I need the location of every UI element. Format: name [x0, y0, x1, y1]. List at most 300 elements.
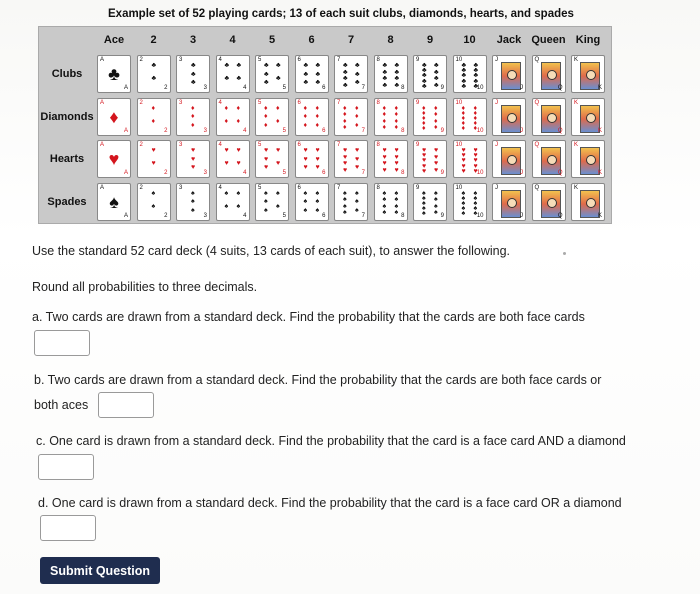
- column-header: Queen: [531, 34, 566, 46]
- suit-pip-icon: ♠: [382, 209, 387, 216]
- suit-pip-icon: ♣: [461, 67, 467, 75]
- suit-pip-icon: ♥: [434, 147, 439, 154]
- suit-pip-icon: ♣: [422, 62, 427, 69]
- suit-pip-icon: ♠: [422, 210, 426, 218]
- suit-pip-icon: ♥: [151, 147, 156, 154]
- suit-pip-icon: ♠: [382, 202, 387, 210]
- card-corner-index: 4: [243, 212, 247, 219]
- playing-card: [176, 183, 210, 221]
- suit-pip-icon: ♠: [473, 189, 478, 197]
- suit-pip-icon: ♦: [276, 117, 280, 125]
- card-corner-index: 3: [179, 99, 183, 106]
- playing-card: [334, 98, 368, 136]
- suit-pip-icon: ♥: [303, 155, 308, 163]
- suit-pip-icon: ♣: [224, 62, 230, 69]
- submit-question-button[interactable]: Submit Question: [40, 557, 160, 584]
- suit-pip-icon: ♦: [461, 114, 466, 122]
- playing-card: [532, 140, 566, 178]
- column-header: 6: [308, 34, 315, 46]
- card-corner-index: A: [100, 142, 105, 148]
- card-corner-index: 2: [139, 184, 143, 191]
- card-corner-index: 3: [179, 184, 183, 191]
- question-b-text-line-1: b. Two cards are drawn from a standard deck. Find the probability that the cards are both face cards or: [34, 373, 602, 387]
- suit-pip-icon: ♠: [315, 189, 320, 197]
- suit-pip-icon: ♦: [422, 114, 426, 122]
- card-corner-index: 6: [322, 170, 326, 176]
- suit-pip-icon: ♦: [355, 113, 359, 121]
- suit-pip-icon: ♠: [303, 198, 308, 206]
- card-corner-index: 8: [376, 142, 380, 148]
- suit-pip-icon: ♦: [394, 104, 399, 112]
- card-corner-index: K: [574, 57, 579, 63]
- card-corner-index: 4: [218, 184, 222, 191]
- playing-card: [492, 183, 526, 221]
- suit-pip-icon: ♠: [343, 196, 347, 203]
- card-corner-index: 5: [282, 85, 286, 91]
- suit-pip-icon: ♠: [191, 198, 195, 206]
- suit-pip-icon: ♦: [224, 104, 229, 112]
- playing-card: [216, 140, 250, 178]
- suit-pip-icon: ♠: [343, 209, 347, 216]
- card-corner-index: 10: [455, 184, 463, 191]
- card-corner-index: 9: [440, 127, 444, 134]
- card-corner-index: K: [597, 212, 602, 219]
- suit-pip-icon: ♦: [394, 111, 399, 118]
- suit-pip-icon: ♠: [461, 205, 466, 213]
- face-card-art-icon: [501, 62, 521, 90]
- card-corner-index: A: [100, 57, 105, 63]
- playing-card: [97, 98, 131, 136]
- suit-pip-icon: ♣: [343, 81, 348, 89]
- suit-pip-icon: ♥: [315, 147, 320, 154]
- playing-card: [334, 140, 368, 178]
- answer-c-input[interactable]: [38, 454, 94, 480]
- suit-pip-icon: ♦: [315, 121, 320, 129]
- card-corner-index: 3: [179, 57, 183, 63]
- suit-pip-icon: ♠: [264, 189, 268, 197]
- question-a-text: a. Two cards are drawn from a standard deck. Find the probability that the cards are both face cards: [32, 310, 585, 324]
- card-corner-index: K: [574, 184, 579, 191]
- card-corner-index: 7: [361, 127, 365, 134]
- card-corner-index: 5: [258, 184, 262, 191]
- suit-icon: ♣: [108, 64, 120, 84]
- column-header: 2: [150, 34, 157, 46]
- suit-pip-icon: ♠: [422, 205, 426, 213]
- playing-card: [532, 55, 566, 93]
- playing-card: [492, 98, 526, 136]
- card-corner-index: 3: [203, 212, 207, 219]
- playing-card: [571, 140, 605, 178]
- suit-pip-icon: ♣: [264, 62, 269, 69]
- card-corner-index: 6: [297, 57, 301, 63]
- card-corner-index: 7: [337, 142, 341, 148]
- playing-card: [176, 98, 210, 136]
- column-header: 3: [189, 34, 197, 46]
- card-corner-index: 5: [282, 212, 286, 219]
- playing-card: [255, 140, 289, 178]
- card-corner-index: K: [597, 170, 602, 176]
- suit-pip-icon: ♣: [343, 75, 348, 82]
- suit-pip-icon: ♠: [224, 189, 229, 197]
- suit-pip-icon: ♠: [422, 194, 426, 202]
- playing-card: [571, 183, 605, 221]
- suit-pip-icon: ♣: [315, 62, 321, 69]
- card-corner-index: 3: [179, 142, 183, 148]
- suit-pip-icon: ♠: [394, 209, 399, 216]
- card-corner-index: A: [123, 127, 128, 134]
- suit-pip-icon: ♥: [303, 164, 308, 172]
- suit-pip-icon: ♣: [355, 70, 360, 78]
- card-corner-index: 10: [476, 127, 484, 134]
- suit-pip-icon: ♣: [461, 77, 467, 85]
- suit-pip-icon: ♦: [461, 125, 466, 133]
- suit-pip-icon: ♦: [315, 113, 320, 121]
- question-c-text: c. One card is drawn from a standard deck. Find the probability that the card is a face card AND a diamond: [36, 434, 626, 448]
- column-header: 7: [347, 34, 355, 46]
- card-corner-index: 5: [258, 99, 262, 106]
- card-corner-index: J: [520, 212, 523, 219]
- card-corner-index: 3: [203, 170, 207, 176]
- column-header: 4: [229, 34, 236, 46]
- suit-pip-icon: ♦: [434, 111, 438, 118]
- suit-pip-icon: ♣: [422, 77, 427, 85]
- suit-pip-icon: ♠: [315, 206, 320, 214]
- suit-pip-icon: ♥: [461, 147, 466, 154]
- card-corner-index: 9: [416, 57, 420, 63]
- suit-pip-icon: ♣: [315, 70, 321, 78]
- suit-pip-icon: ♦: [343, 111, 347, 118]
- suit-pip-icon: ♠: [264, 198, 268, 206]
- suit-pip-icon: ♠: [473, 194, 478, 202]
- playing-card: [413, 140, 447, 178]
- suit-pip-icon: ♣: [315, 79, 321, 87]
- row-header: Clubs: [51, 68, 83, 80]
- suit-pip-icon: ♣: [343, 68, 348, 76]
- suit-pip-icon: ♦: [434, 117, 438, 125]
- card-corner-index: 7: [337, 99, 341, 106]
- instructions-line-2: Round all probabilities to three decimals.: [32, 280, 258, 294]
- suit-pip-icon: ♥: [473, 152, 478, 160]
- playing-card: [255, 183, 289, 221]
- playing-card: [571, 98, 605, 136]
- suit-pip-icon: ♥: [473, 162, 478, 170]
- answer-d-input[interactable]: [40, 515, 96, 541]
- suit-pip-icon: ♠: [461, 199, 466, 207]
- suit-pip-icon: ♦: [191, 104, 195, 112]
- suit-pip-icon: ♣: [422, 72, 427, 80]
- card-corner-index: 4: [218, 99, 222, 106]
- suit-pip-icon: ♦: [191, 113, 195, 121]
- suit-pip-icon: ♥: [382, 166, 387, 174]
- playing-card: [492, 140, 526, 178]
- suit-pip-icon: ♠: [264, 206, 268, 214]
- suit-pip-icon: ♦: [151, 117, 156, 125]
- suit-pip-icon: ♠: [343, 202, 347, 210]
- playing-card: [413, 55, 447, 93]
- question-d-text: d. One card is drawn from a standard deck. Find the probability that the card is a face card OR a diamond: [38, 496, 622, 510]
- suit-pip-icon: ♥: [224, 147, 229, 154]
- card-corner-index: 7: [361, 212, 365, 219]
- suit-pip-icon: ♥: [422, 147, 427, 154]
- suit-pip-icon: ♠: [236, 189, 241, 197]
- card-corner-index: 8: [401, 170, 405, 176]
- suit-pip-icon: ♠: [276, 202, 280, 210]
- playing-card: [295, 55, 329, 93]
- suit-pip-icon: ♣: [473, 72, 479, 80]
- playing-card: [176, 140, 210, 178]
- suit-pip-icon: ♣: [422, 82, 427, 90]
- suit-pip-icon: ♦: [461, 120, 466, 128]
- suit-pip-icon: ♣: [473, 77, 479, 85]
- card-corner-index: Q: [557, 127, 563, 134]
- suit-pip-icon: ♦: [343, 117, 347, 125]
- card-corner-index: A: [123, 170, 128, 176]
- suit-pip-icon: ♣: [434, 75, 439, 82]
- suit-pip-icon: ♣: [434, 68, 439, 76]
- suit-pip-icon: ♥: [473, 147, 478, 154]
- suit-pip-icon: ♠: [151, 189, 156, 197]
- suit-pip-icon: ♥: [355, 155, 360, 163]
- card-corner-index: J: [520, 170, 523, 176]
- playing-card: [453, 183, 487, 221]
- playing-card: [137, 55, 171, 93]
- suit-pip-icon: ♥: [422, 162, 427, 170]
- suit-pip-icon: ♦: [236, 104, 241, 112]
- card-corner-index: 10: [455, 99, 463, 106]
- playing-card: [97, 55, 131, 93]
- question-b-text-line-2: both aces: [34, 398, 89, 412]
- suit-pip-icon: ♣: [303, 62, 309, 69]
- playing-card: [532, 183, 566, 221]
- suit-pip-icon: ♣: [276, 62, 281, 69]
- suit-pip-icon: ♣: [382, 68, 388, 76]
- suit-pip-icon: ♥: [461, 157, 466, 165]
- card-corner-index: 9: [440, 85, 444, 91]
- suit-pip-icon: ♠: [191, 189, 195, 197]
- suit-pip-icon: ♣: [151, 75, 157, 82]
- suit-pip-icon: ♠: [473, 199, 478, 207]
- suit-pip-icon: ♥: [315, 164, 320, 172]
- column-header: 10: [463, 34, 476, 46]
- suit-pip-icon: ♦: [473, 125, 478, 133]
- card-corner-index: 6: [297, 99, 301, 106]
- suit-pip-icon: ♥: [343, 160, 348, 167]
- playing-card: [374, 140, 408, 178]
- suit-pip-icon: ♠: [434, 196, 438, 203]
- card-deck-table: [38, 6, 610, 222]
- card-corner-index: J: [495, 142, 498, 148]
- suit-pip-icon: ♣: [394, 81, 400, 89]
- row-header: Diamonds: [40, 110, 94, 123]
- suit-pip-icon: ♥: [473, 167, 478, 175]
- suit-pip-icon: ♦: [236, 117, 241, 125]
- suit-pip-icon: ♣: [382, 81, 388, 89]
- instructions-line-1: Use the standard 52 card deck (4 suits, 13 cards of each suit), to answer the following.: [32, 244, 511, 258]
- card-corner-index: Q: [534, 184, 540, 191]
- playing-card: [295, 140, 329, 178]
- suit-pip-icon: ♥: [394, 166, 399, 174]
- playing-card: [374, 183, 408, 221]
- suit-pip-icon: ♣: [224, 75, 230, 82]
- suit-pip-icon: ♦: [434, 124, 438, 131]
- suit-pip-icon: ♣: [394, 75, 400, 82]
- suit-pip-icon: ♣: [461, 82, 467, 90]
- suit-pip-icon: ♣: [473, 82, 479, 90]
- playing-card: [413, 98, 447, 136]
- deck-grid: [38, 26, 612, 224]
- playing-card: [334, 55, 368, 93]
- suit-pip-icon: ♣: [264, 70, 269, 78]
- suit-pip-icon: ♠: [434, 202, 438, 210]
- playing-card: [453, 55, 487, 93]
- suit-pip-icon: ♥: [343, 166, 348, 174]
- suit-pip-icon: ♦: [303, 113, 308, 121]
- suit-pip-icon: ♥: [191, 164, 196, 172]
- card-corner-index: 4: [243, 127, 247, 134]
- face-card-art-icon: [501, 147, 521, 175]
- card-corner-index: 7: [337, 57, 341, 63]
- suit-pip-icon: ♦: [461, 104, 466, 112]
- suit-pip-icon: ♣: [394, 68, 400, 76]
- suit-icon: ♦: [109, 106, 119, 127]
- card-corner-index: 4: [218, 57, 222, 63]
- card-corner-index: 3: [203, 127, 207, 134]
- suit-pip-icon: ♥: [224, 160, 229, 167]
- suit-pip-icon: ♣: [382, 62, 388, 69]
- card-corner-index: K: [574, 99, 579, 106]
- suit-pip-icon: ♣: [355, 79, 360, 87]
- suit-pip-icon: ♥: [422, 157, 427, 165]
- deck-title: Example set of 52 playing cards; 13 of each suit clubs, diamonds, hearts, and spades: [108, 8, 574, 20]
- card-corner-index: J: [520, 85, 523, 91]
- playing-card: [374, 55, 408, 93]
- card-corner-index: 4: [218, 142, 222, 148]
- card-corner-index: 2: [139, 99, 143, 106]
- playing-card: [137, 140, 171, 178]
- suit-pip-icon: ♣: [382, 75, 388, 82]
- card-corner-index: 5: [282, 170, 286, 176]
- card-corner-index: 6: [322, 85, 326, 91]
- card-corner-index: 5: [282, 127, 286, 134]
- suit-pip-icon: ♠: [394, 189, 399, 197]
- decorative-dot: [563, 252, 566, 255]
- suit-pip-icon: ♥: [264, 164, 269, 172]
- card-corner-index: 9: [416, 184, 420, 191]
- suit-pip-icon: ♥: [382, 160, 387, 167]
- suit-pip-icon: ♥: [236, 160, 241, 167]
- suit-pip-icon: ♥: [264, 155, 269, 163]
- suit-pip-icon: ♠: [303, 206, 308, 214]
- card-corner-index: 2: [164, 170, 168, 176]
- card-corner-index: 7: [361, 85, 365, 91]
- card-corner-index: 8: [376, 57, 380, 63]
- card-corner-index: 10: [455, 142, 463, 148]
- suit-pip-icon: ♥: [191, 155, 196, 163]
- suit-pip-icon: ♦: [264, 104, 268, 112]
- suit-pip-icon: ♥: [382, 153, 387, 161]
- card-corner-index: 10: [476, 85, 484, 91]
- suit-pip-icon: ♥: [191, 147, 196, 154]
- card-corner-index: 10: [476, 170, 484, 176]
- playing-card: [137, 183, 171, 221]
- suit-pip-icon: ♠: [434, 189, 438, 197]
- suit-pip-icon: ♥: [422, 152, 427, 160]
- suit-pip-icon: ♣: [191, 70, 196, 78]
- suit-pip-icon: ♦: [315, 104, 320, 112]
- card-corner-index: 2: [164, 127, 168, 134]
- suit-pip-icon: ♠: [434, 209, 438, 216]
- suit-pip-icon: ♦: [394, 117, 399, 125]
- card-corner-index: A: [123, 212, 128, 219]
- card-corner-index: 6: [322, 127, 326, 134]
- playing-card: [255, 98, 289, 136]
- card-corner-index: 9: [416, 99, 420, 106]
- column-header: King: [575, 34, 601, 46]
- suit-pip-icon: ♦: [473, 120, 478, 128]
- card-corner-index: 5: [258, 57, 262, 63]
- card-corner-index: 8: [401, 85, 405, 91]
- column-header: 9: [426, 34, 434, 46]
- suit-pip-icon: ♥: [315, 155, 320, 163]
- playing-card: [453, 98, 487, 136]
- playing-card: [216, 98, 250, 136]
- suit-pip-icon: ♦: [422, 125, 426, 133]
- suit-pip-icon: ♦: [303, 121, 308, 129]
- suit-pip-icon: ♣: [394, 62, 400, 69]
- suit-pip-icon: ♣: [303, 79, 309, 87]
- suit-pip-icon: ♦: [473, 114, 478, 122]
- suit-pip-icon: ♦: [434, 104, 438, 112]
- card-corner-index: 10: [455, 57, 463, 63]
- card-corner-index: 6: [297, 142, 301, 148]
- card-corner-index: 4: [243, 85, 247, 91]
- suit-icon: ♥: [108, 149, 120, 169]
- card-corner-index: Q: [557, 212, 563, 219]
- playing-card: [453, 140, 487, 178]
- card-corner-index: 10: [476, 212, 484, 219]
- playing-card: [413, 183, 447, 221]
- face-card-art-icon: [501, 105, 521, 133]
- suit-pip-icon: ♦: [191, 121, 195, 129]
- suit-pip-icon: ♦: [461, 109, 466, 117]
- suit-pip-icon: ♠: [461, 189, 466, 197]
- suit-pip-icon: ♦: [382, 124, 387, 131]
- card-corner-index: 7: [337, 184, 341, 191]
- suit-pip-icon: ♠: [473, 205, 478, 213]
- suit-pip-icon: ♦: [473, 109, 478, 117]
- suit-pip-icon: ♦: [343, 124, 347, 131]
- answer-a-input[interactable]: [34, 330, 90, 356]
- suit-pip-icon: ♥: [303, 147, 308, 154]
- suit-pip-icon: ♠: [343, 189, 347, 197]
- suit-pip-icon: ♣: [422, 67, 427, 75]
- suit-pip-icon: ♣: [276, 75, 281, 82]
- suit-pip-icon: ♥: [434, 153, 439, 161]
- card-corner-index: A: [123, 85, 128, 91]
- suit-pip-icon: ♦: [422, 109, 426, 117]
- suit-pip-icon: ♥: [276, 160, 281, 167]
- suit-pip-icon: ♣: [303, 70, 309, 78]
- suit-pip-icon: ♠: [382, 196, 387, 203]
- card-corner-index: 4: [243, 170, 247, 176]
- row-header: Hearts: [49, 153, 85, 165]
- suit-pip-icon: ♥: [461, 152, 466, 160]
- answer-b-input[interactable]: [98, 392, 154, 418]
- suit-pip-icon: ♠: [315, 198, 320, 206]
- suit-pip-icon: ♠: [191, 206, 195, 214]
- suit-pip-icon: ♦: [382, 104, 387, 112]
- suit-pip-icon: ♥: [394, 153, 399, 161]
